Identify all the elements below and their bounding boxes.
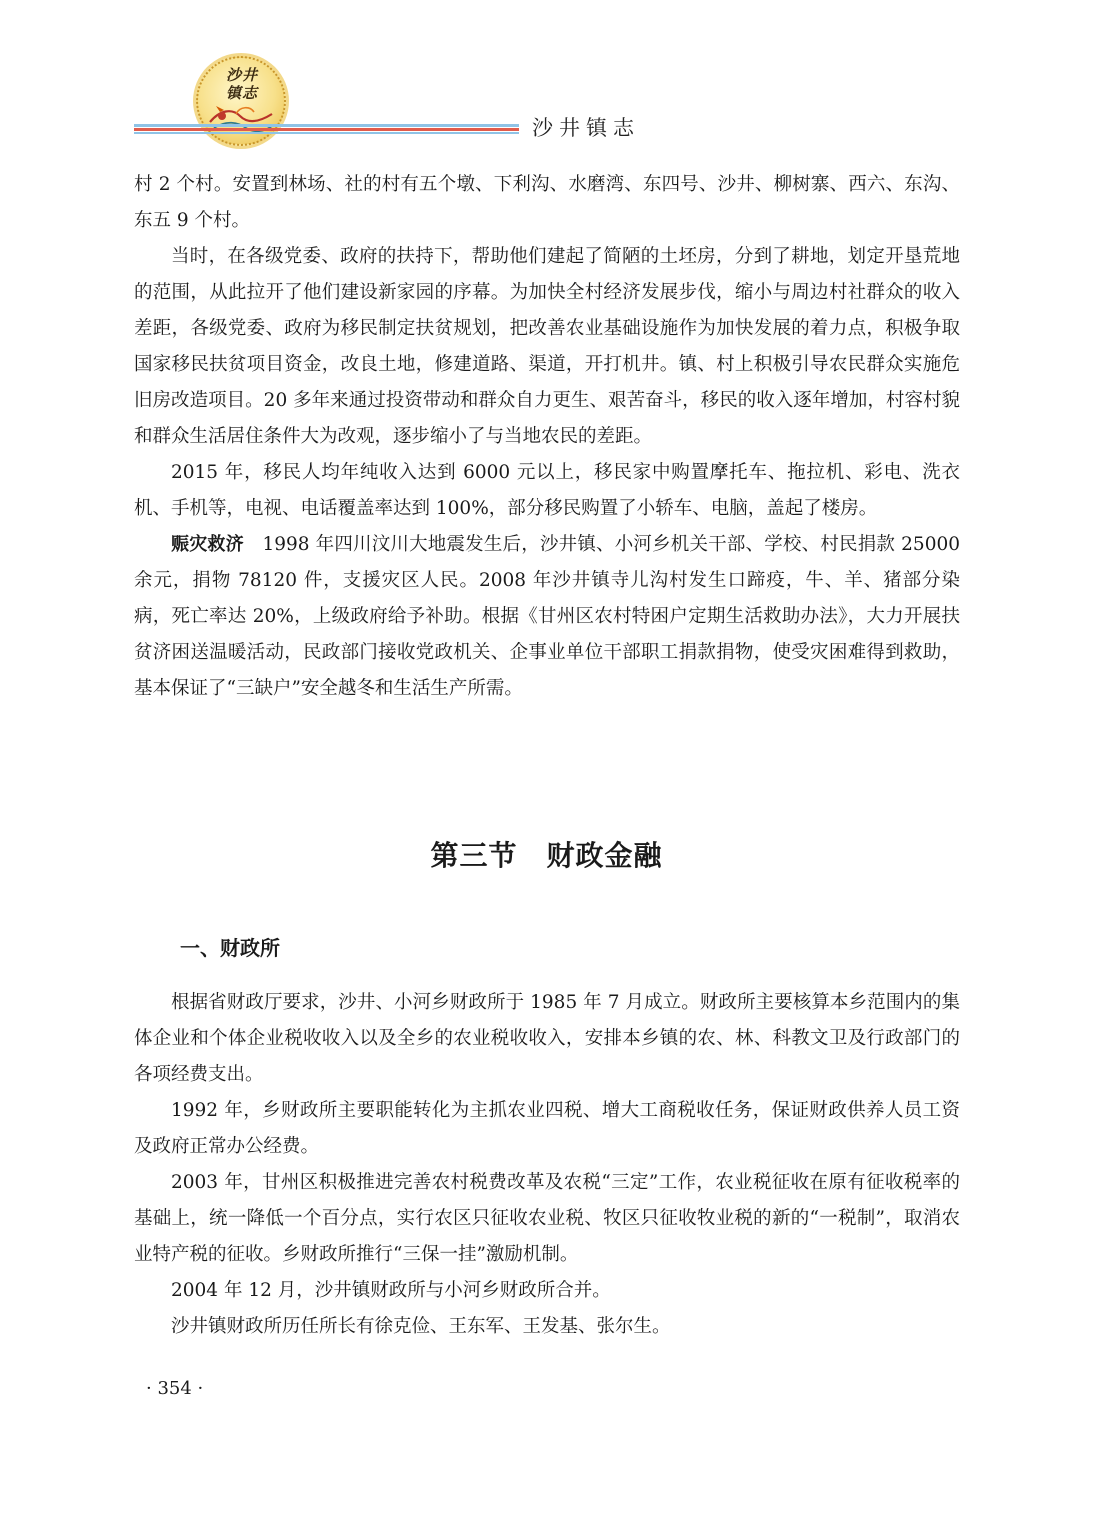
running-header-title: 沙井镇志	[532, 116, 640, 140]
section-paragraph-4: 2004 年 12 月，沙井镇财政所与小河乡财政所合并。	[171, 1280, 611, 1301]
section-paragraph-3: 2003 年，甘州区积极推进完善农村税费改革及农税“三定”工作，农业税征收在原有征收税率的基础上，统一降低一个百分点，实行农区只征收农业税、牧区只征收牧业税的新的“一税制”，取消农业特产税的征收。乡财政所推行“三保一挂”激励机制。	[134, 1172, 960, 1265]
section-paragraph-1: 根据省财政厅要求，沙井、小河乡财政所于 1985 年 7 月成立。财政所主要核算本乡范围内的集体企业和个体企业税收收入以及全乡的农业税收收入，安排本乡镇的农、林、科教文卫及行政部门的各项经费支出。	[134, 992, 960, 1085]
body-text-upper	[134, 167, 960, 707]
paragraph-2: 当时，在各级党委、政府的扶持下，帮助他们建起了简陋的土坯房，分到了耕地，划定开垦荒地的范围，从此拉开了他们建设新家园的序幕。为加快全村经济发展步伐，缩小与周边村社群众的收入差距，各级党委、政府为移民制定扶贫规划，把改善农业基础设施作为加快发展的着力点，积极争取国家移民扶贫项目资金，改良土地，修建道路、渠道，开打机井。镇、村上积极引导农民群众实施危旧房改造项目。20 多年来通过投资带动和群众自力更生、艰苦奋斗，移民的收入逐年增加，村容村貌和群众生活居住条件大为改观，逐步缩小了与当地农民的差距。	[134, 246, 960, 447]
header-rule-blue	[134, 124, 519, 127]
paragraph-4	[134, 527, 960, 707]
body-text-lower	[134, 985, 960, 1345]
subsection-title: 一、财政所	[180, 936, 280, 960]
header-rule-blue-lower	[134, 132, 519, 134]
paragraph-1: 村 2 个村。安置到林场、社的村有五个墩、下利沟、水磨湾、东四号、沙井、柳树寨、西六、东沟、东五 9 个村。	[134, 174, 960, 231]
paragraph-3: 2015 年，移民人均年纯收入达到 6000 元以上，移民家中购置摩托车、拖拉机、彩电、洗衣机、手机等，电视、电话覆盖率达到 100%，部分移民购置了小轿车、电脑，盖起了楼房。	[134, 462, 960, 519]
logo-text	[214, 66, 270, 102]
paragraph-4-text: 1998 年四川汶川大地震发生后，沙井镇、小河乡机关干部、学校、村民捐款 25000 余元，捐物 78120 件，支援灾区人民。2008 年沙井镇寺儿沟村发生口蹄疫，牛、羊、猪部分染病，死亡率达 20%，上级政府给予补助。根据《甘州区农村特困户定期生活救助办法》，大力开展扶贫济困送温暖活动，民政部门接收党政机关、企事业单位干部职工捐款捐物，使受灾困难得到救助，基本保证了“三缺户”安全越冬和生活生产所需。	[134, 534, 961, 699]
inline-heading-relief: 赈灾救济	[171, 534, 244, 555]
section-paragraph-2: 1992 年，乡财政所主要职能转化为主抓农业四税、增大工商税收任务，保证财政供养人员工资及政府正常办公经费。	[134, 1100, 960, 1157]
page-number: · 354 ·	[146, 1378, 204, 1399]
header-rule-red	[134, 128, 519, 131]
section-paragraph-5: 沙井镇财政所历任所长有徐克俭、王东军、王发基、张尔生。	[171, 1316, 671, 1337]
logo-text-line2: 镇志	[225, 84, 258, 102]
section-title: 第三节 财政金融	[430, 839, 663, 872]
logo-text-line1: 沙井	[225, 66, 258, 84]
page-header	[0, 0, 1093, 150]
